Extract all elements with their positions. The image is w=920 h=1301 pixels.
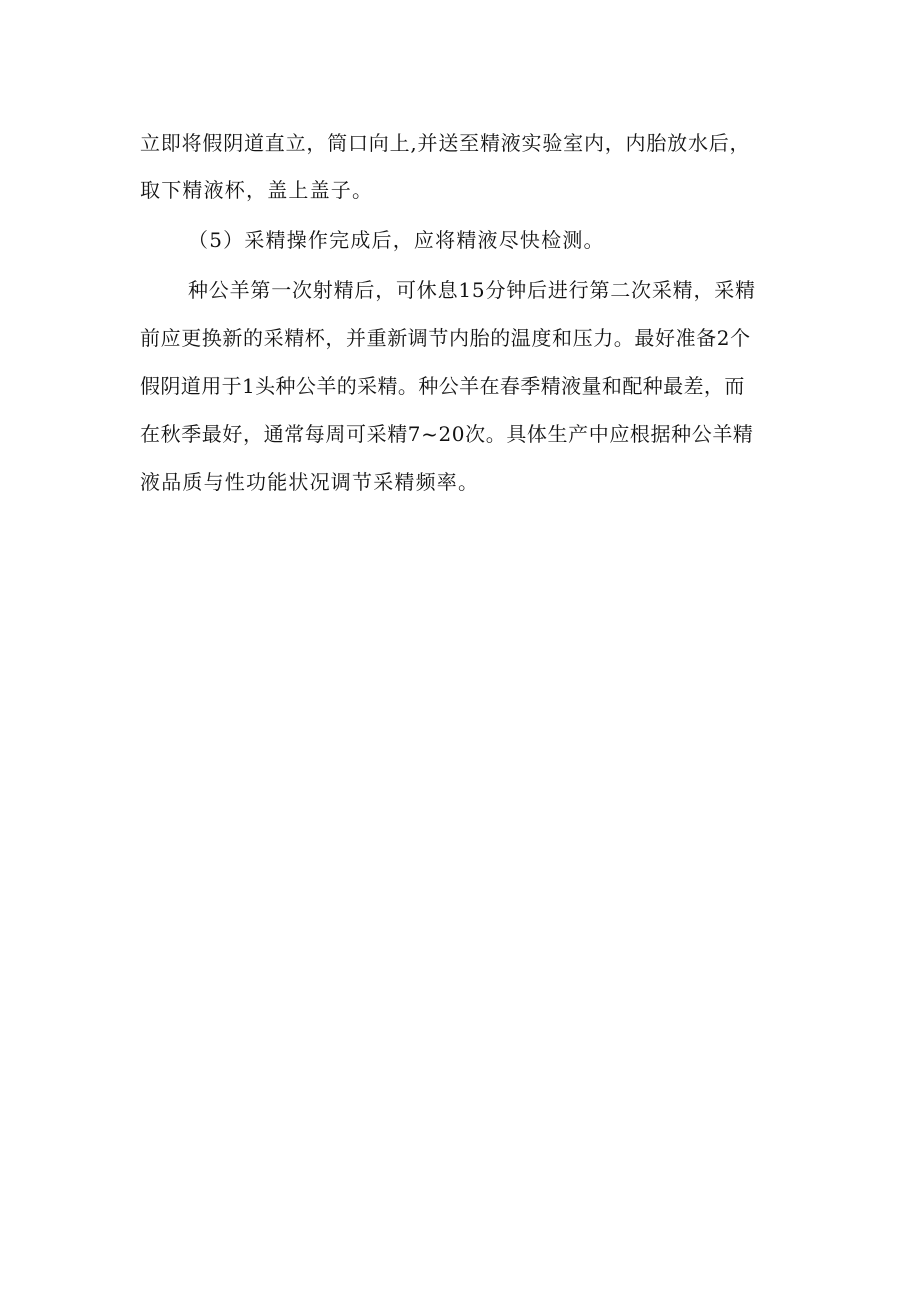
paragraph-3-line-2: 前应更换新的采精杯，并重新调节内胎的温度和压力。最好准备2个	[140, 326, 751, 350]
paragraph-3-line-4: 在秋季最好，通常每周可采精7~20次。具体生产中应根据种公羊精	[140, 422, 754, 446]
paragraph-3-line-3: 假阴道用于1头种公羊的采精。种公羊在春季精液量和配种最差，而	[140, 374, 745, 398]
paragraph-1-line-1: 立即将假阴道直立，筒口向上,并送至精液实验室内，内胎放水后，	[140, 131, 751, 155]
paragraph-3-line-5: 液品质与性功能状况调节采精频率。	[140, 470, 480, 494]
paragraph-3-line-1: 种公羊第一次射精后，可休息15分钟后进行第二次采精，采精	[188, 278, 756, 302]
paragraph-2-line-1: （5）采精操作完成后，应将精液尽快检测。	[188, 228, 605, 252]
paragraph-1-line-2: 取下精液杯，盖上盖子。	[140, 178, 374, 202]
